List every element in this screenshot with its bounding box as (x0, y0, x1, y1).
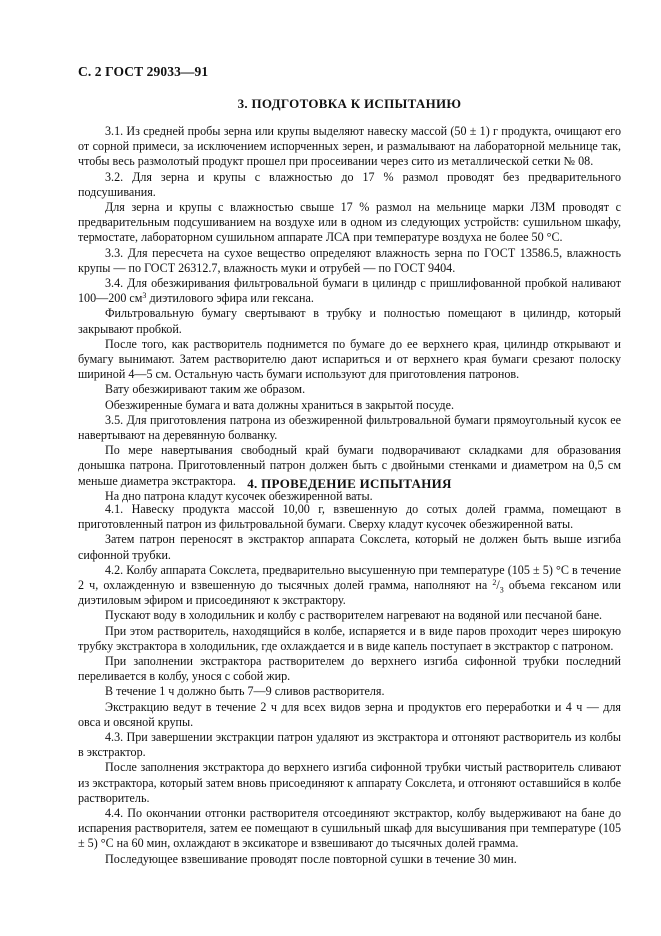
superscript: 3 (142, 291, 147, 301)
paragraph: На дно патрона кладут кусочек обезжиренной ваты. (105, 488, 373, 503)
fraction-denominator: 3 (499, 585, 504, 595)
text-segment: объема гексаном или диэтиловым эфиром и присоединяют к экстрактору. (78, 578, 621, 608)
paragraph: 4.2. Колбу аппарата Сокслета, предварительно высушенную при температуре (105 ± 5) °С в течение 2 ч, охлажденную и взвешенную до тысячных долей грамма, наполняют на $^2/_3$ объема гексаном или диэтиловым эфиром и присоединяют к экстрактору. (78, 562, 621, 608)
paragraph: В течение 1 ч должно быть 7—9 сливов растворителя. (105, 684, 385, 699)
paragraph: Фильтровальную бумагу свертывают в трубку и полностью помещают в цилиндр, который закрывают пробкой. (78, 306, 621, 336)
paragraph: По мере навертывания свободный край бумаги подворачивают складками для образования донышка патрона. Приготовленный патрон должен быть с двойными стенками и диаметром на 0,5 см меньше диаметра экстрактора. (78, 443, 621, 488)
paragraph: После заполнения экстрактора до верхнего изгиба сифонной трубки чистый растворитель сливают из экстрактора, который затем вновь присоединяют к аппарату Сокслета, и отгоняют оставшийся в колбе растворитель. (78, 760, 621, 805)
text-segment: диэтилового эфира или гексана. (146, 291, 314, 306)
section-4-title: 4. ПРОВЕДЕНИЕ ИСПЫТАНИЯ (247, 476, 452, 491)
text-segment: 3.4. Для обезжиривания фильтровальной бумаги в цилиндр с пришлифованной пробкой наливают 100—200 см (78, 276, 621, 306)
paragraph: 3.3. Для пересчета на сухое вещество определяют влажность зерна по ГОСТ 13586.5, влажность крупы — по ГОСТ 26312.7, влажность муки и отрубей — по ГОСТ 9404. (78, 245, 621, 275)
paragraph: При заполнении экстрактора растворителем до верхнего изгиба сифонной трубки последний переливается в колбу, унося с собой жир. (78, 654, 621, 684)
paragraph: 3.5. Для приготовления патрона из обезжиренной фильтровальной бумаги прямоугольный кусок ее навертывают на деревянную болванку. (78, 412, 621, 443)
paragraph: 3.2. Для зерна и крупы с влажностью до 17 % размол проводят без предварительного подсушивания. (78, 169, 621, 199)
paragraph: 3.1. Из средней пробы зерна или крупы выделяют навеску массой (50 ± 1) г продукта, очищают его от сорной примеси, за исключением испорченных зерен, и размалывают на лабораторной мельнице так, чтобы весь размолотый продукт прошел при просеивании через сито из металлической сетки № 08. (78, 124, 621, 169)
paragraph: Экстракцию ведут в течение 2 ч для всех видов зерна и продуктов его переработки и 4 ч — для овса и овсяной крупы. (78, 699, 621, 729)
text-segment: 4.2. Колбу аппарата Сокслета, предварительно высушенную при температуре (105 ± 5) °С в течение 2 ч, охлажденную и взвешенную до тысячных долей грамма, наполняют на (78, 562, 621, 593)
paragraph: Последующее взвешивание проводят после повторной сушки в течение 30 мин. (105, 851, 517, 866)
paragraph: Пускают воду в холодильник и колбу с растворителем нагревают на водяной или песчаной бане. (105, 608, 603, 623)
paragraph: Обезжиренные бумага и вата должны храниться в закрытой посуде. (105, 397, 454, 412)
section-3-title: 3. ПОДГОТОВКА К ИСПЫТАНИЮ (237, 96, 462, 111)
paragraph: Вату обезжиривают таким же образом. (105, 382, 306, 397)
paragraph (78, 276, 621, 306)
page-header: С. 2 ГОСТ 29033—91 (78, 64, 209, 79)
paragraph: 4.1. Навеску продукта массой 10,00 г, взвешенную до сотых долей грамма, помещают в приготовленный патрон из фильтровальной бумаги. Сверху кладут кусочек обезжиренной ваты. (78, 502, 621, 532)
paragraph: Для зерна и крупы с влажностью свыше 17 % размол на мельнице марки ЛЗМ проводят с предварительным подсушиванием на воздухе или в одном из следующих устройств: сушильном шкафу, термостате, лабораторном сушильном аппарате ЛСА при температуре воздуха не более 50 °С. (78, 200, 621, 245)
paragraph: 4.3. При завершении экстракции патрон удаляют из экстрактора и отгоняют растворитель из колбы в экстрактор. (78, 730, 621, 760)
fraction-numerator: 2 (492, 578, 497, 588)
paragraph: Затем патрон переносят в экстрактор аппарата Сокслета, который не должен быть выше изгиба сифонной трубки. (78, 532, 621, 562)
paragraph: При этом растворитель, находящийся в колбе, испаряется и в виде паров проходит через широкую трубку экстрактора в холодильник, где охлаждается и в виде капель поступает в экстрактор с патроном. (78, 623, 621, 653)
section-3-body (78, 124, 621, 504)
section-4-body (78, 502, 621, 867)
paragraph: После того, как растворитель поднимется по бумаге до ее верхнего края, цилиндр открывают и бумагу вынимают. Затем растворителю дают испариться и от верхнего края бумаги срезают полоску шириной 4—5 см. Остальную часть бумаги используют для приготовления патронов. (78, 336, 621, 382)
paragraph: 4.4. По окончании отгонки растворителя отсоединяют экстрактор, колбу выдерживают на бане до испарения растворителя, затем ее помещают в сушильный шкаф для высушивания при температуре (105 ± 5) °С на 60 мин, охлаждают в эксикаторе и взвешивают до тысячных долей грамма. (78, 806, 621, 851)
